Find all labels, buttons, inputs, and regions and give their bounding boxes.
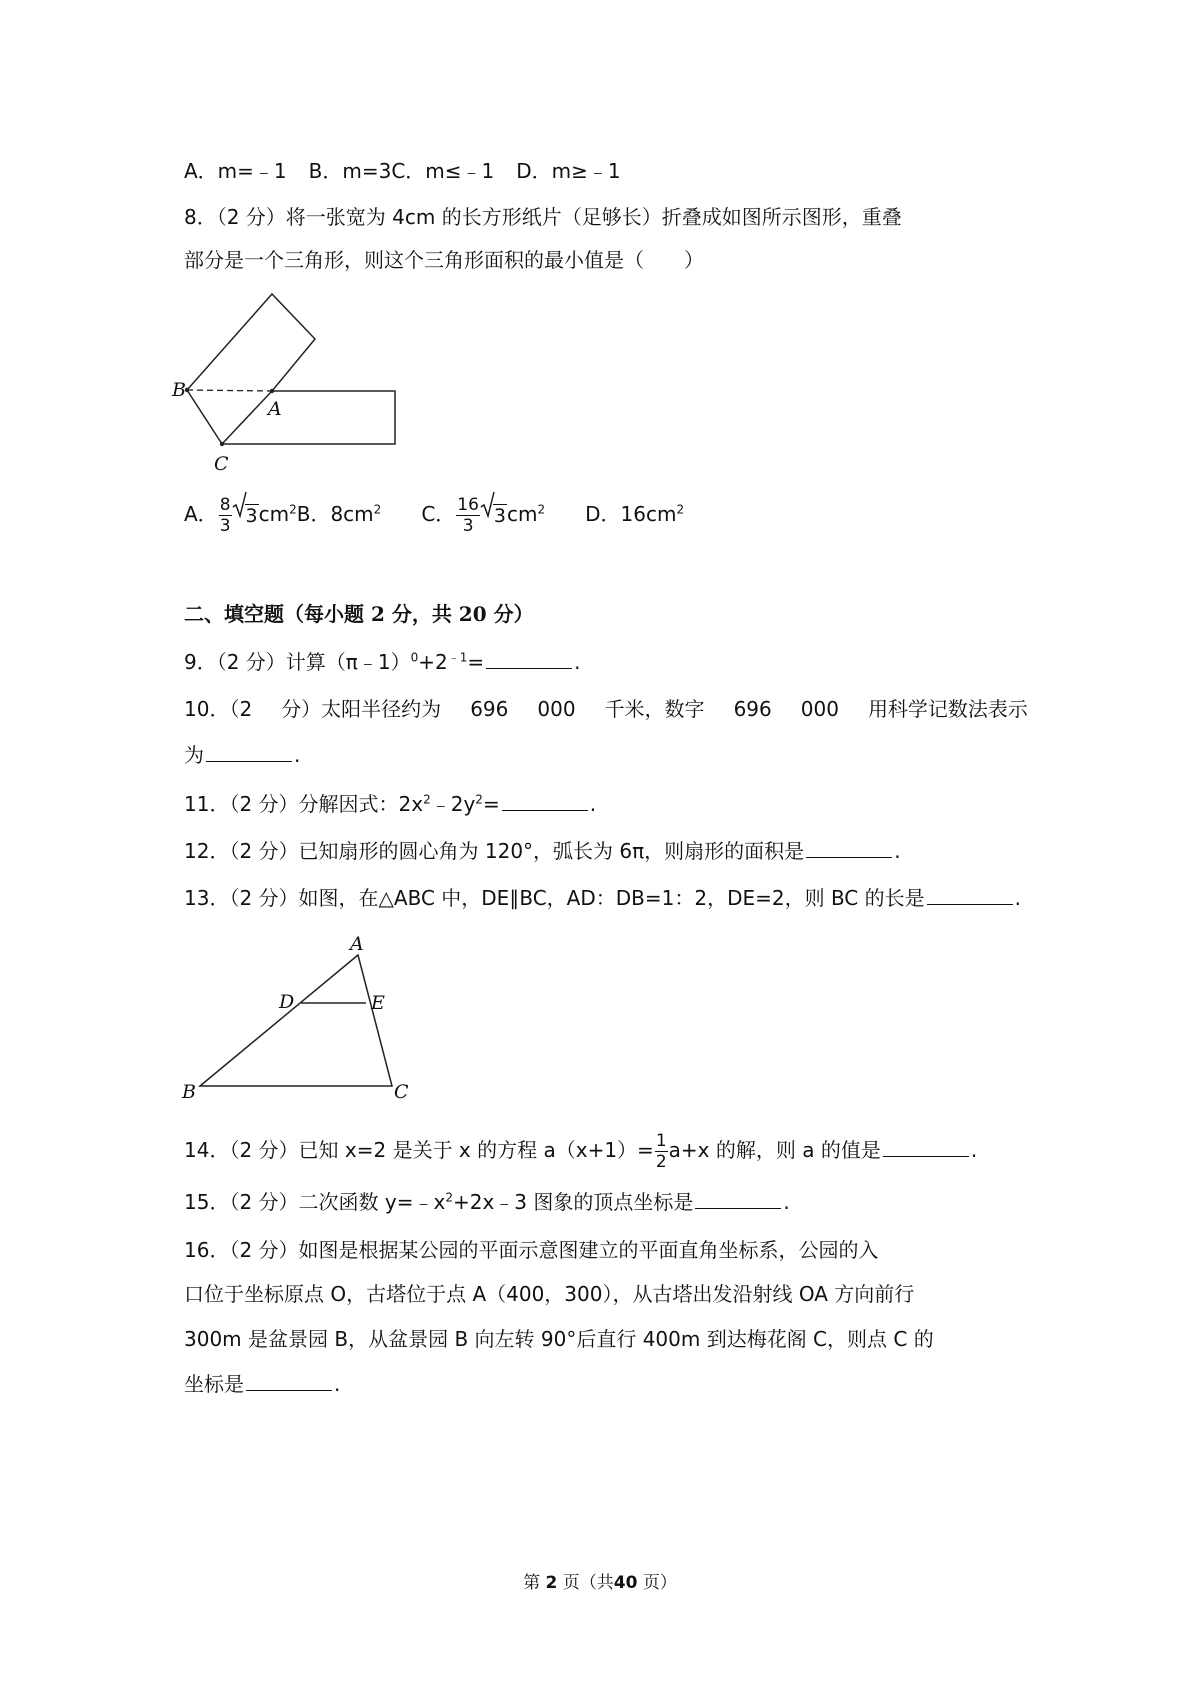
- q10-answer-blank: [206, 741, 292, 762]
- q8-option-c-sqrt: 3: [481, 489, 507, 543]
- q16-line-3: 300m 是盆景园 B，从盆景园 B 向左转 90°后直行 400m 到达梅花阁 C，则点 C 的: [184, 1327, 934, 1351]
- q8-rectangle-outline: [187, 390, 395, 444]
- q8-option-a-label: A．: [184, 502, 218, 526]
- q14-answer-blank: [883, 1136, 969, 1157]
- q14-fraction: $\frac{1}{2}$: [655, 1131, 667, 1172]
- q7-options: [184, 156, 621, 186]
- q8-option-d: D．16cm: [585, 502, 677, 526]
- q7-option-c: C．m≤﹣1: [391, 159, 495, 183]
- q13-label-e: E: [371, 992, 385, 1014]
- q15: 15．（2 分）二次函数 $y=﹣x^2+2x﹣3$ 图象的顶点坐标是 .: [184, 1190, 790, 1214]
- q13-triangle-abc: [200, 955, 392, 1086]
- q8-label-a: A: [268, 398, 282, 420]
- q8-label-b: B: [172, 379, 186, 401]
- q8-line-2: 部分是一个三角形，则这个三角形面积的最小值是（ ）: [184, 248, 704, 272]
- q8-option-c-fraction: $\frac{16}{3}$: [457, 495, 479, 536]
- q13: 13．（2 分）如图，在△ABC 中，DE∥BC，AD：DB=1：2，DE=2，则 BC 的长是 .: [184, 886, 1021, 910]
- q8-fold-strip: [187, 294, 315, 391]
- q12-answer-blank: [806, 837, 892, 858]
- q9-answer-blank: [486, 648, 572, 669]
- q16-line-1: 16．（2 分）如图是根据某公园的平面示意图建立的平面直角坐标系，公园的入: [184, 1238, 879, 1262]
- q10-line-2: 为 .: [184, 743, 301, 767]
- q9: 9．（2 分）计算$(\pi﹣1)^0+2^{﹣1}=$ .: [184, 650, 581, 674]
- q15-answer-blank: [695, 1188, 781, 1209]
- q13-answer-blank: [927, 884, 1013, 905]
- q8-fold-line: [222, 391, 272, 444]
- q14: 14．（2 分）已知 x=2 是关于 x 的方程 a（x+1）= $\frac{1}{2}$ a+x 的解，则 a 的值是 .: [184, 1131, 978, 1172]
- q8-option-a-sqrt: 3: [233, 489, 259, 543]
- q11-answer-blank: [502, 790, 588, 811]
- q13-label-b: B: [182, 1081, 196, 1103]
- q13-triangle-figure: [178, 928, 418, 1103]
- q8-option-a-unit: cm: [258, 502, 290, 526]
- q13-label-a: A: [350, 933, 364, 955]
- q10-line-1: 10．（2 分）太阳半径约为 696 000 千米，数字 696 000 用科学记数法表示: [184, 697, 1028, 721]
- q13-label-c: C: [394, 1081, 409, 1103]
- q8-option-c-unit: cm: [507, 502, 538, 526]
- q16-answer-blank: [246, 1370, 332, 1391]
- q8-figure: [172, 290, 410, 476]
- q7-option-b: B．m=3: [308, 159, 392, 183]
- q8-line-1: 8．（2 分）将一张宽为 4cm 的长方形纸片（足够长）折叠成如图所示图形，重叠: [184, 205, 902, 229]
- q7-option-a: A．m=﹣1: [184, 159, 287, 183]
- q8-dashed-line: [187, 390, 272, 391]
- q8-option-a-fraction: $\frac{8}{3}$: [219, 495, 231, 536]
- q8-option-c-label: C．: [421, 502, 456, 526]
- q13-label-d: D: [279, 991, 295, 1013]
- q7-option-d: D．m≥﹣1: [516, 159, 621, 183]
- q12: 12．（2 分）已知扇形的圆心角为 120°，弧长为 6π，则扇形的面积是 .: [184, 839, 901, 863]
- q8-label-c: C: [214, 453, 229, 475]
- q8-option-b: B．8cm: [296, 502, 374, 526]
- q11: 11．（2 分）分解因式：$2x^2﹣2y^2=$ .: [184, 792, 597, 816]
- page-footer: 第 2 页（共40 页）: [523, 1573, 677, 1593]
- q8-options: A． $\frac{8}{3}$ $3cm^2B$．$8cm^2$ C． $\frac{16}{3}$ $3cm^2$ D．$16cm^2$: [184, 487, 684, 543]
- q16-line-4: 坐标是 .: [184, 1372, 341, 1396]
- q16-line-2: 口位于坐标原点 O，古塔位于点 A（400，300），从古塔出发沿射线 OA 方向前行: [184, 1282, 915, 1306]
- section-2-heading: 二、填空题（每小题 2 分，共 20 分）: [184, 602, 534, 626]
